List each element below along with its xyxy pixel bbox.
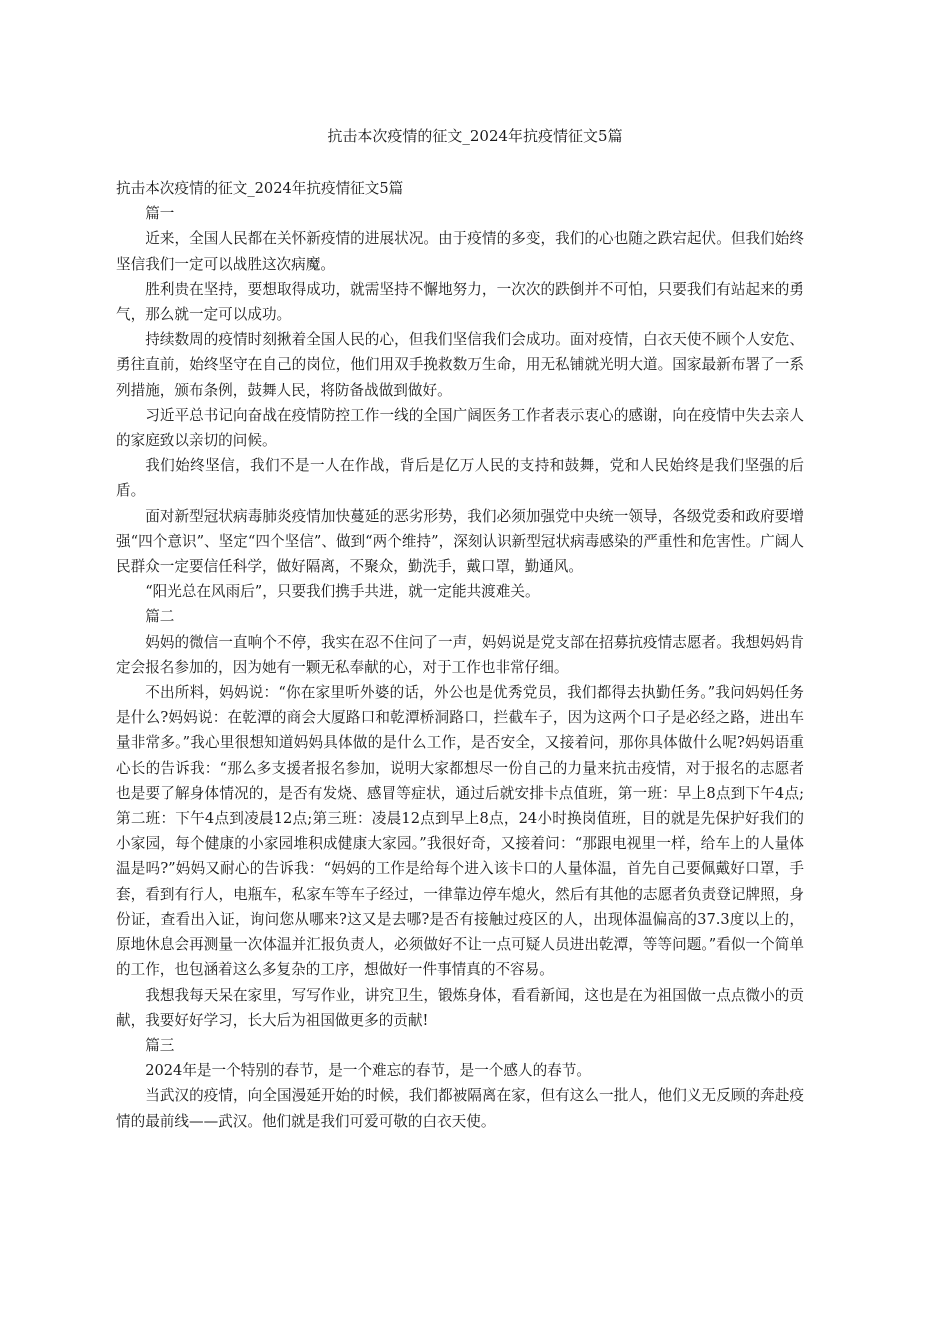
paragraph: 2024年是一个特别的春节，是一个难忘的春节，是一个感人的春节。 bbox=[145, 1062, 591, 1080]
paragraph: 我想我每天呆在家里，写写作业，讲究卫生，锻炼身体，看看新闻，这也是在为祖国做一点点微小的贡献，我要好好学习，长大后为祖国做更多的贡献! bbox=[116, 986, 804, 1029]
paragraph: 习近平总书记向奋战在疫情防控工作一线的全国广阔医务工作者表示衷心的感谢，向在疫情中失去亲人的家庭致以亲切的问候。 bbox=[116, 406, 804, 450]
section-heading: 篇二 bbox=[145, 608, 175, 626]
section-heading: 篇三 bbox=[145, 1036, 175, 1054]
document-title: 抗击本次疫情的征文_2024年抗疫情征文5篇 bbox=[327, 127, 623, 145]
paragraph: “阳光总在风雨后”，只要我们携手共进，就一定能共渡难关。 bbox=[145, 583, 540, 601]
section-heading: 篇一 bbox=[145, 205, 175, 223]
paragraph: 不出所料，妈妈说：“你在家里听外婆的话，外公也是优秀党员，我们都得去执勤任务。”我问妈妈任务是什么?妈妈说：在乾潭的商会大厦路口和乾潭桥洞路口，拦截车子，因为这两个口子是必经之路，进出车量非常多。”我心里很想知道妈妈具体做的是什么工作，是否安全，又接着问，那你具体做什么呢?妈妈语重心长的告诉我：“那么多支援者报名参加，说明大家都想尽一份自己的力量来抗击疫情，对于报名的志愿者也是要了解身体情况的，是否有发烧、感冒等症状，通过后就安排卡点值班，第一班：早上8点到下午4点;第二班：下午4点到凌晨12点;第三班：凌晨12点到早上8点，24小时换岗值班，目的就是先保护好我们的小家园，每个健康的小家园堆积成健康大家园。”我很好奇，又接着问：“那跟电视里一样，给车上的人量体温是吗?”妈妈又耐心的告诉我：“妈妈的工作是给每个进入该卡口的人量体温，首先自己要佩戴好口罩，手套，看到有行人，电瓶车，私家车等车子经过，一律靠边停车熄火，然后有其他的志愿者负责登记牌照，身份证，查看出入证，询问您从哪来?这又是去哪?是否有接触过疫区的人，出现体温偏高的37.3度以上的，原地休息会再测量一次体温并汇报负责人，必须做好不让一点可疑人员进出乾潭，等等问题。”看似一个简单的工作，也包涵着这么多复杂的工序，想做好一件事情真的不容易。 bbox=[116, 684, 804, 979]
document-subtitle: 抗击本次疫情的征文_2024年抗疫情征文5篇 bbox=[116, 180, 404, 197]
document-body bbox=[116, 176, 804, 1134]
paragraph: 胜利贵在坚持，要想取得成功，就需坚持不懈地努力，一次次的跌倒并不可怕，只要我们有站起来的勇气，那么就一定可以成功。 bbox=[116, 280, 804, 324]
paragraph: 妈妈的微信一直响个不停，我实在忍不住问了一声，妈妈说是党支部在招募抗疫情志愿者。我想妈妈肯定会报名参加的，因为她有一颗无私奉献的心，对于工作也非常仔细。 bbox=[116, 633, 804, 676]
paragraph: 面对新型冠状病毒肺炎疫情加快蔓延的恶劣形势，我们必须加强党中央统一领导，各级党委和政府要增强“四个意识”、坚定“四个坚信”、做到“两个维持”，深刻认识新型冠状病毒感染的严重性和危害性。广阔人民群众一定要信任科学，做好隔离，不聚众，勤洗手，戴口罩，勤通风。 bbox=[116, 507, 804, 576]
paragraph: 持续数周的疫情时刻揪着全国人民的心，但我们坚信我们会成功。面对疫情，白衣天使不顾个人安危、勇往直前，始终坚守在自己的岗位，他们用双手挽救数万生命，用无私铺就光明大道。国家最新布署了一系列措施，颁布条例，鼓舞人民，将防备战做到做好。 bbox=[116, 331, 804, 399]
paragraph: 近来，全国人民都在关怀新疫情的进展状况。由于疫情的多变，我们的心也随之跌宕起伏。但我们始终坚信我们一定可以战胜这次病魔。 bbox=[116, 230, 804, 273]
paragraph: 当武汉的疫情，向全国漫延开始的时候，我们都被隔离在家，但有这么一批人，他们义无反顾的奔赴疫情的最前线——武汉。他们就是我们可爱可敬的白衣天使。 bbox=[116, 1087, 804, 1130]
paragraph: 我们始终坚信，我们不是一人在作战，背后是亿万人民的支持和鼓舞，党和人民始终是我们坚强的后盾。 bbox=[116, 457, 804, 500]
